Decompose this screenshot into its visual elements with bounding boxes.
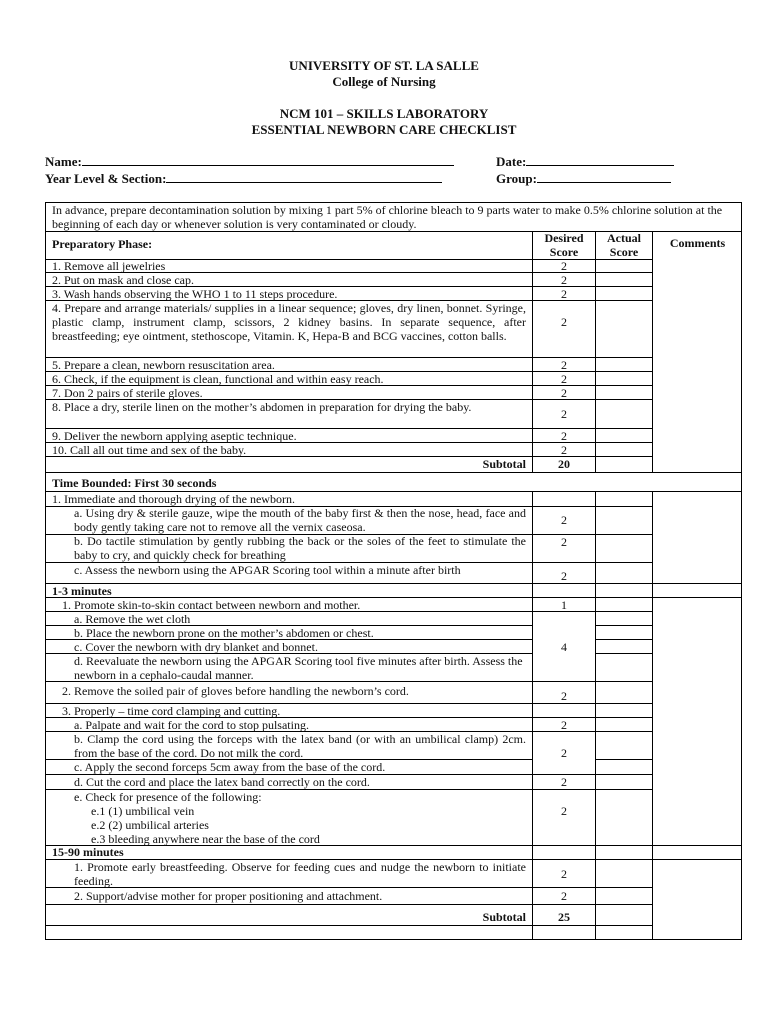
drying-item: 1. Immediate and thorough drying of the newborn.: [52, 492, 295, 506]
drying-step-b-score: 2: [561, 535, 567, 549]
one-three-minutes-heading: 1-3 minutes: [52, 584, 112, 598]
drying-step-b: b. Do tactile stimulation by gently rubbing the back or the soles of the feet to stimulate the baby to cry, and quickly check for breathing: [74, 534, 526, 562]
date-blank[interactable]: [526, 153, 674, 166]
prep-item: 3. Wash hands observing the WHO 1 to 11 steps procedure.: [52, 287, 338, 301]
preparatory-phase-heading: Preparatory Phase:: [52, 237, 153, 251]
skin-to-skin-score: 1: [561, 598, 567, 612]
desired-score-header: Desired Score: [544, 231, 584, 259]
prep-item-score: 2: [561, 273, 567, 287]
cord-step-c: c. Apply the second forceps 5cm away from the base of the cord.: [74, 760, 386, 774]
row-line: [596, 759, 652, 760]
skin-step-c: c. Cover the newborn with dry blanket and bonnet.: [74, 640, 318, 654]
cord-step-e2: e.2 (2) umbilical arteries: [91, 818, 209, 832]
row-line: [45, 904, 652, 905]
row-line: [45, 925, 652, 926]
cord-step-d: d. Cut the cord and place the latex band correctly on the cord.: [74, 775, 370, 789]
prep-item-score: 2: [561, 259, 567, 273]
date-label: Date:: [496, 154, 527, 169]
university-name: UNIVERSITY OF ST. LA SALLE: [289, 58, 479, 73]
final-subtotal-label: Subtotal: [482, 910, 526, 924]
prep-item: 1. Remove all jewelries: [52, 259, 166, 273]
col-line: [595, 491, 596, 940]
cord-step-e-score: 2: [561, 804, 567, 818]
skin-to-skin-item: 1. Promote skin-to-skin contact between newborn and mother.: [62, 598, 361, 612]
drying-step-a-score: 2: [561, 513, 567, 527]
cord-step-a-score: 2: [561, 718, 567, 732]
row-line: [596, 653, 652, 654]
prep-item-score: 2: [561, 358, 567, 372]
final-subtotal-value: 25: [558, 910, 570, 924]
prep-item-score: 2: [561, 287, 567, 301]
prep-subtotal-label: Subtotal: [482, 457, 526, 471]
col-line: [652, 231, 653, 472]
cord-step-e1: e.1 (1) umbilical vein: [91, 804, 195, 818]
year-section-field[interactable]: [45, 170, 442, 187]
group-field[interactable]: [496, 170, 671, 187]
skin-step-d: d. Reevaluate the newborn using the APGAR Scoring tool five minutes after birth. Assess the newborn in a cephalo-caudal manner.: [74, 654, 523, 682]
skin-step-a: a. Remove the wet cloth: [74, 612, 191, 626]
actual-score-header: Actual Score: [607, 231, 641, 259]
cord-step-e: e. Check for presence of the following:: [74, 790, 262, 804]
prep-item-score: 2: [561, 443, 567, 457]
prep-item: 6. Check, if the equipment is clean, functional and within easy reach.: [52, 372, 384, 386]
year-section-blank[interactable]: [166, 170, 442, 183]
cord-step-a: a. Palpate and wait for the cord to stop pulsating.: [74, 718, 309, 732]
prep-item-score: 2: [561, 372, 567, 386]
cord-clamping-item: 3. Properly – time cord clamping and cutting.: [62, 704, 281, 718]
year-section-label: Year Level & Section:: [45, 171, 167, 186]
col-line: [595, 231, 596, 472]
drying-step-a: a. Using dry & sterile gauze, wipe the mouth of the baby first & then the nose, head, face and body gently taking care not to remove all the vernix caseosa.: [74, 506, 526, 534]
row-line: [45, 472, 742, 473]
skin-step-b: b. Place the newborn prone on the mother’s abdomen or chest.: [74, 626, 374, 640]
date-field[interactable]: [496, 153, 674, 170]
group-label: Group:: [496, 171, 537, 186]
name-label: Name:: [45, 154, 82, 169]
prep-item-score: 2: [561, 386, 567, 400]
row-line: [596, 639, 652, 640]
decontamination-instruction: In advance, prepare decontamination solution by mixing 1 part 5% of chlorine bleach to 9 parts water to make 0.5% chlorine solution at the beginning of each day or whenever solution is very contaminated or cloudy.: [52, 203, 723, 231]
prep-item: 2. Put on mask and close cap.: [52, 273, 194, 287]
name-blank[interactable]: [82, 153, 454, 166]
drying-step-c: c. Assess the newborn using the APGAR Scoring tool within a minute after birth: [74, 563, 461, 577]
course-title: NCM 101 – SKILLS LABORATORY: [279, 106, 489, 121]
skin-steps-score: 4: [561, 640, 567, 654]
col-line: [652, 491, 653, 940]
name-field[interactable]: [45, 153, 454, 170]
drying-step-c-score: 2: [561, 569, 567, 583]
prep-item-score: 2: [561, 429, 567, 443]
prep-item: 5. Prepare a clean, newborn resuscitation area.: [52, 358, 275, 372]
row-line: [596, 625, 652, 626]
prep-item-score: 2: [561, 407, 567, 421]
group-blank[interactable]: [537, 170, 671, 183]
prep-item: 8. Place a dry, sterile linen on the mother’s abdomen in preparation for drying the baby.: [52, 400, 472, 414]
comments-header: Comments: [669, 236, 726, 250]
positioning-item: 2. Support/advise mother for proper positioning and attachment.: [74, 889, 383, 903]
prep-item: 7. Don 2 pairs of sterile gloves.: [52, 386, 203, 400]
row-line: [45, 583, 742, 584]
breastfeeding-score: 2: [561, 867, 567, 881]
remove-gloves-score: 2: [561, 689, 567, 703]
breastfeeding-item: 1. Promote early breastfeeding. Observe for feeding cues and nudge the newborn to initiate feeding.: [74, 860, 526, 888]
remove-gloves-item: 2. Remove the soiled pair of gloves before handling the newborn’s cord.: [62, 684, 409, 698]
checklist-title: ESSENTIAL NEWBORN CARE CHECKLIST: [251, 122, 517, 137]
cord-step-e3: e.3 bleeding anywhere near the base of the cord: [91, 832, 320, 846]
cord-step-bc-score: 2: [561, 746, 567, 760]
positioning-score: 2: [561, 889, 567, 903]
prep-item-score: 2: [561, 315, 567, 329]
prep-item: 10. Call all out time and sex of the baby.: [52, 443, 247, 457]
college-name: College of Nursing: [332, 74, 436, 89]
prep-subtotal-value: 20: [558, 457, 570, 471]
prep-item: 4. Prepare and arrange materials/ supplies in a linear sequence; gloves, dry linen, bonnet. Syringe, plastic clamp, instrument clamp, scissors, 2 kidney basins. In separate sequence, after breastfeeding; eye ointment, stethoscope, Vitamin. K, Hepa-B and BCG vaccines, cotton balls.: [52, 301, 526, 343]
cord-step-b: b. Clamp the cord using the forceps with the latex band (or with an umbilical clamp) 2cm. from the base of the cord. Do not milk the cord.: [74, 732, 526, 760]
prep-item: 9. Deliver the newborn applying aseptic technique.: [52, 429, 297, 443]
cord-step-d-score: 2: [561, 775, 567, 789]
time-bounded-heading: Time Bounded: First 30 seconds: [52, 476, 217, 490]
fifteen-ninety-heading: 15-90 minutes: [52, 845, 124, 859]
